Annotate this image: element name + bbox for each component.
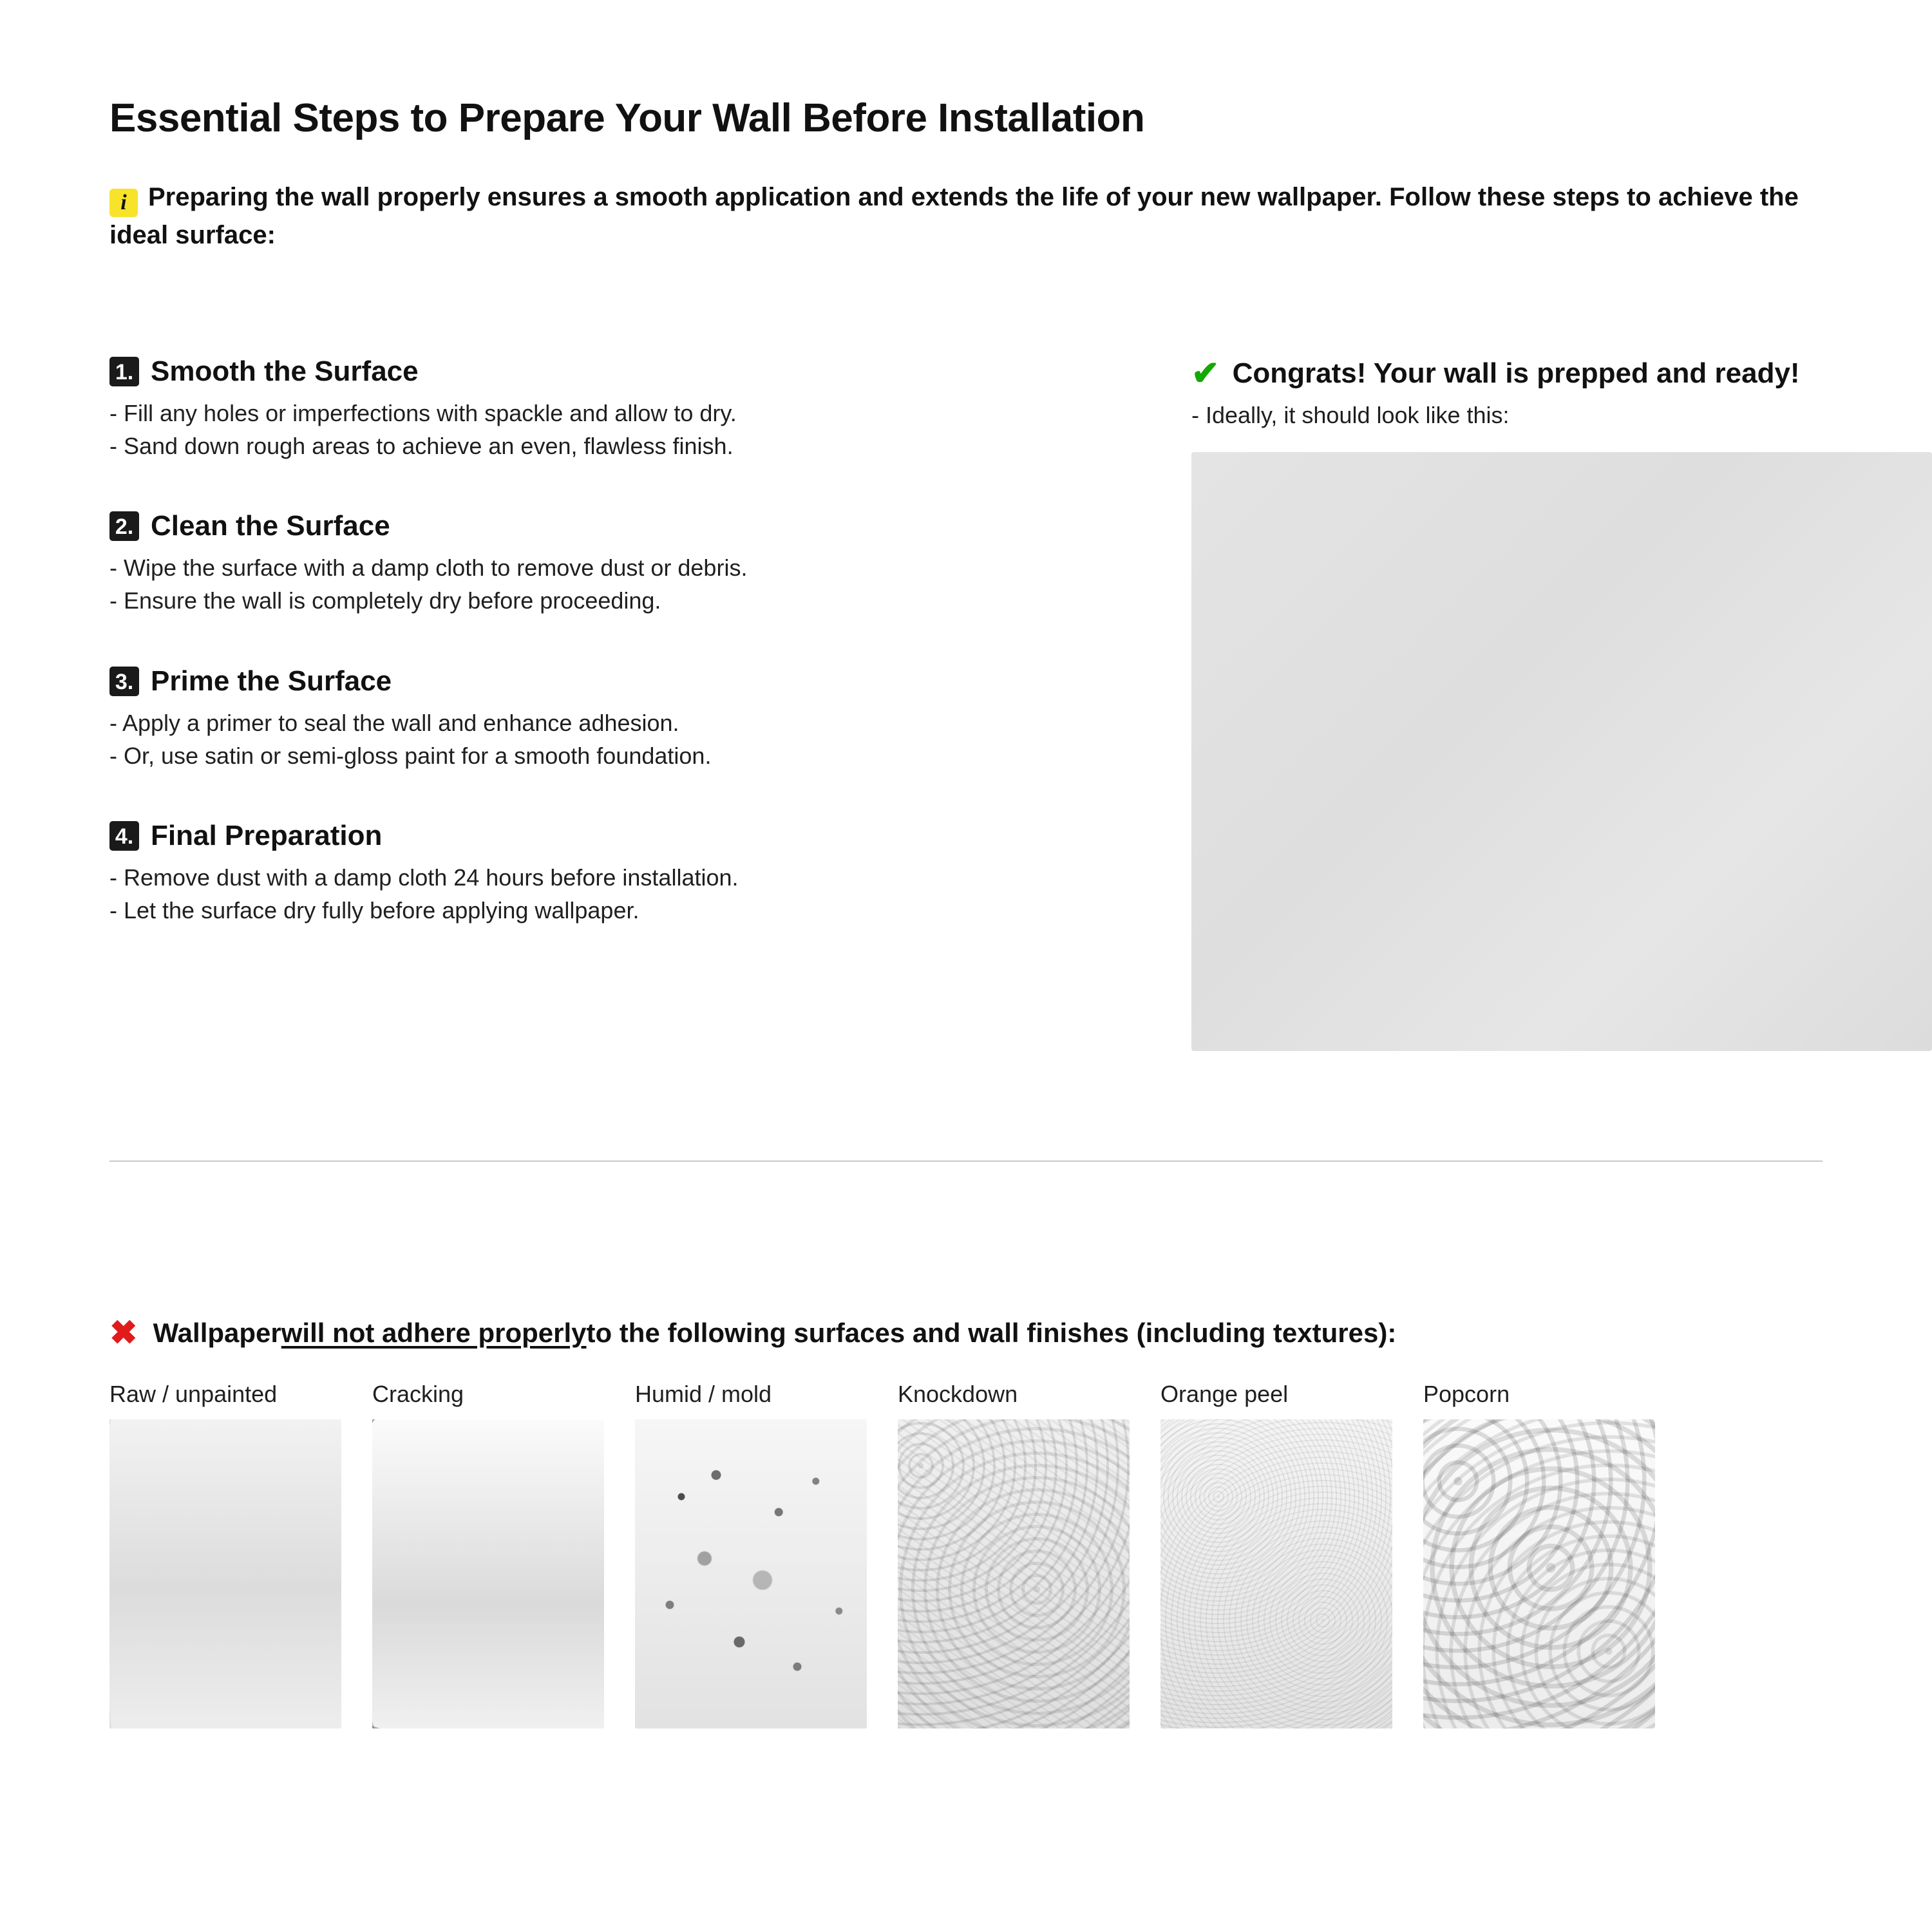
step-4-header: [109, 821, 1075, 851]
step-2: [109, 511, 1075, 617]
sample-label: Orange peel: [1160, 1381, 1289, 1408]
bad-heading-after: to the following surfaces and wall finishes (including textures):: [586, 1318, 1397, 1349]
bad-heading-before: Wallpaper: [153, 1318, 281, 1349]
check-icon: ✔: [1191, 355, 1220, 393]
intro-text: Preparing the wall properly ensures a smooth application and extends the life of your new wallpaper. Follow these steps to achieve the ideal surface:: [109, 183, 1799, 250]
sample-label: Knockdown: [898, 1381, 1018, 1408]
result-column: [1075, 357, 1932, 1051]
step-2-number: 2.: [109, 511, 139, 541]
content-columns: [109, 357, 1823, 1051]
sample-label: Raw / unpainted: [109, 1381, 278, 1408]
bad-surface-samples: [109, 1381, 1823, 1728]
step-4-line-1: - Remove dust with a damp cloth 24 hours before installation.: [109, 864, 739, 891]
popcorn-texture-image: [1423, 1419, 1655, 1728]
congrats-title: Congrats! Your wall is prepped and ready!: [1232, 357, 1800, 390]
section-divider: [109, 1160, 1823, 1162]
step-2-title: Clean the Surface: [151, 510, 390, 542]
congrats-header: [1191, 355, 1932, 393]
step-3-title: Prime the Surface: [151, 665, 392, 697]
intro-paragraph: [109, 179, 1810, 254]
step-2-line-1: - Wipe the surface with a damp cloth to remove dust or debris.: [109, 554, 748, 582]
steps-column: [109, 357, 1075, 1051]
step-4: [109, 821, 1075, 927]
step-1-line-2: - Sand down rough areas to achieve an even, flawless finish.: [109, 433, 734, 460]
info-icon: i: [109, 189, 138, 217]
step-3-number: 3.: [109, 667, 139, 696]
sample-popcorn: [1423, 1381, 1655, 1728]
step-3-line-1: - Apply a primer to seal the wall and enhance adhesion.: [109, 709, 679, 736]
raw-unpainted-texture-image: [109, 1419, 341, 1728]
congrats-subtitle: - Ideally, it should look like this:: [1191, 402, 1510, 429]
knockdown-texture-image: [898, 1419, 1130, 1728]
sample-label: Humid / mold: [635, 1381, 772, 1408]
step-1-number: 1.: [109, 357, 139, 386]
step-1: [109, 357, 1075, 462]
step-1-title: Smooth the Surface: [151, 355, 419, 388]
sample-knockdown: [898, 1381, 1130, 1728]
sample-cracking: [372, 1381, 604, 1728]
page-title: Essential Steps to Prepare Your Wall Before Installation: [109, 96, 1145, 140]
bad-surfaces-heading: [109, 1316, 1823, 1350]
sample-label: Cracking: [372, 1381, 464, 1408]
sample-raw-unpainted: [109, 1381, 341, 1728]
step-1-header: [109, 357, 1075, 386]
step-4-number: 4.: [109, 821, 139, 851]
bad-heading-underlined: will not adhere properly: [281, 1318, 587, 1349]
step-1-line-1: - Fill any holes or imperfections with spackle and allow to dry.: [109, 400, 737, 427]
step-3-line-2: - Or, use satin or semi-gloss paint for a smooth foundation.: [109, 742, 712, 769]
cracking-texture-image: [372, 1419, 604, 1728]
sample-orange-peel: [1160, 1381, 1392, 1728]
orange-peel-texture-image: [1160, 1419, 1392, 1728]
humid-mold-texture-image: [635, 1419, 867, 1728]
sample-humid-mold: [635, 1381, 867, 1728]
step-3: [109, 667, 1075, 772]
step-4-line-2: - Let the surface dry fully before applying wallpaper.: [109, 896, 639, 923]
step-2-header: [109, 511, 1075, 541]
bad-surfaces-section: [109, 1316, 1823, 1728]
prepped-wall-image: [1191, 452, 1932, 1051]
step-2-line-2: - Ensure the wall is completely dry before proceeding.: [109, 587, 661, 614]
step-3-header: [109, 667, 1075, 696]
step-4-title: Final Preparation: [151, 819, 383, 851]
sample-label: Popcorn: [1423, 1381, 1510, 1408]
x-icon: ✖: [109, 1314, 138, 1352]
